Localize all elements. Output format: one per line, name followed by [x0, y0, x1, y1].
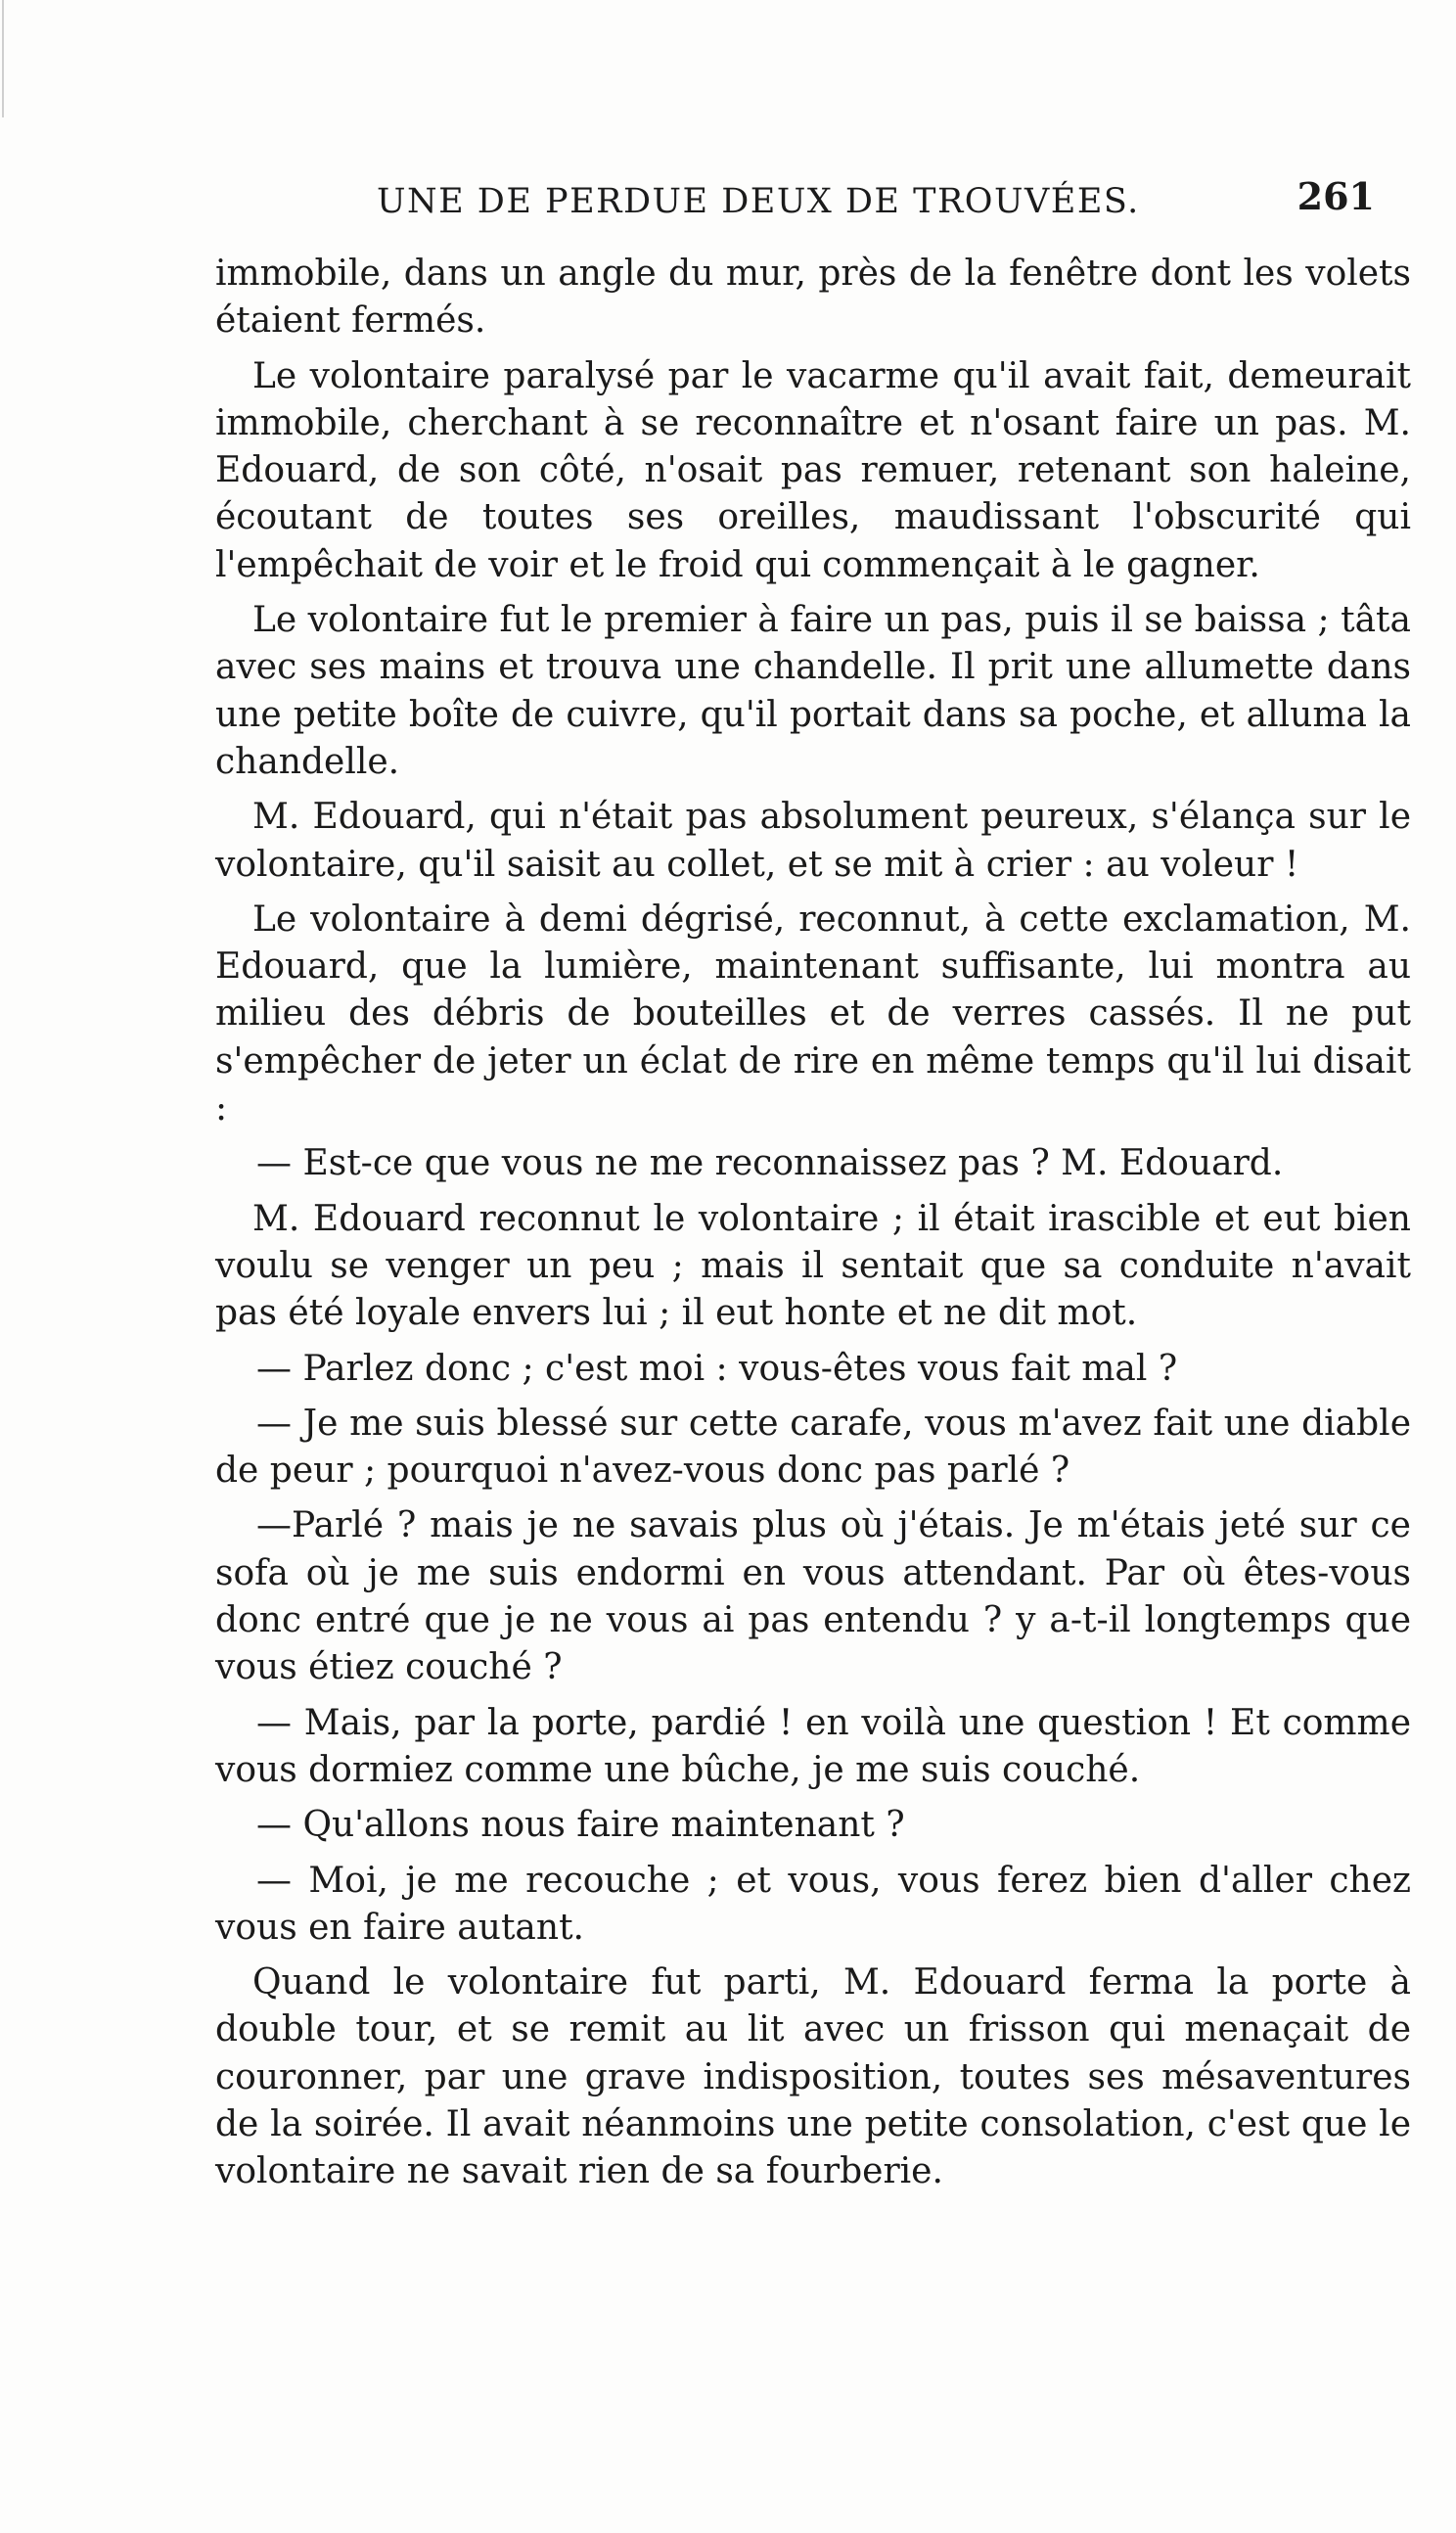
paragraph: Le volontaire fut le premier à faire un pas, puis il se baissa ; tâta avec ses mains et trouva une chandelle. Il prit une allumette dans une petite boîte de cuivre, qu'il portait dans sa poche, et alluma la chandelle.: [215, 600, 1411, 782]
page-number: 261: [1297, 174, 1375, 218]
running-title: UNE DE PERDUE DEUX DE TROUVÉES.: [377, 182, 1140, 221]
dialogue-line: — Je me suis blessé sur cette carafe, vous m'avez fait une diable de peur ; pourquoi n'avez-vous donc pas parlé ?: [215, 1403, 1411, 1492]
paragraph-continuation: immobile, dans un angle du mur, près de la fenêtre dont les volets étaient fermés.: [215, 253, 1411, 342]
paragraph: Quand le volontaire fut parti, M. Edouard ferma la porte à double tour, et se remit au lit avec un frisson qui menaçait de couronner, par une grave indisposition, toutes ses mésaventures de la soirée. Il avait néanmoins une petite consolation, c'est que le volontaire ne savait rien de sa fourberie.: [215, 1962, 1411, 2192]
dialogue-line: — Est-ce que vous ne me reconnaissez pas ? M. Edouard.: [256, 1143, 1284, 1184]
dialogue-line: — Moi, je me recouche ; et vous, vous ferez bien d'aller chez vous en faire autant.: [215, 1860, 1411, 1948]
paragraph: Le volontaire paralysé par le vacarme qu'il avait fait, demeurait immobile, cherchant à se reconnaître et n'osant faire un pas. M. Edouard, de son côté, n'osait pas remuer, retenant son haleine, écoutant de toutes ses oreilles, maudissant l'obscurité qui l'empêchait de voir et le froid qui commençait à le gagner.: [215, 355, 1411, 585]
dialogue-line: — Qu'allons nous faire maintenant ?: [256, 1805, 905, 1846]
dialogue-line: — Parlez donc ; c'est moi : vous-êtes vous fait mal ?: [256, 1348, 1178, 1389]
paragraph: Le volontaire à demi dégrisé, reconnut, à cette exclamation, M. Edouard, que la lumière, maintenant suffisante, lui montra au milieu des débris de bouteilles et de verres cassés. Il ne put s'empêcher de jeter un éclat de rire en même temps qu'il lui disait :: [215, 898, 1411, 1129]
paragraph: M. Edouard, qui n'était pas absolument peureux, s'élança sur le volontaire, qu'il saisit au collet, et se mit à crier : au voleur !: [215, 797, 1411, 885]
running-header: [377, 174, 1375, 233]
dialogue-line: —Parlé ? mais je ne savais plus où j'étais. Je m'étais jeté sur ce sofa où je me suis endormi en vous attendant. Par où êtes-vous donc entré que je ne vous ai pas entendu ? y a-t-il longtemps que vous étiez couché ?: [215, 1505, 1411, 1688]
page-edge-line: [2, 0, 4, 117]
dialogue-line: — Mais, par la porte, pardié ! en voilà une question ! Et comme vous dormiez comme une bûche, je me suis couché.: [215, 1702, 1411, 1790]
body-text: [215, 251, 1411, 2204]
paragraph: M. Edouard reconnut le volontaire ; il était irascible et eut bien voulu se venger un peu ; mais il sentait que sa conduite n'avait pas été loyale envers lui ; il eut honte et ne dit mot.: [215, 1198, 1411, 1334]
